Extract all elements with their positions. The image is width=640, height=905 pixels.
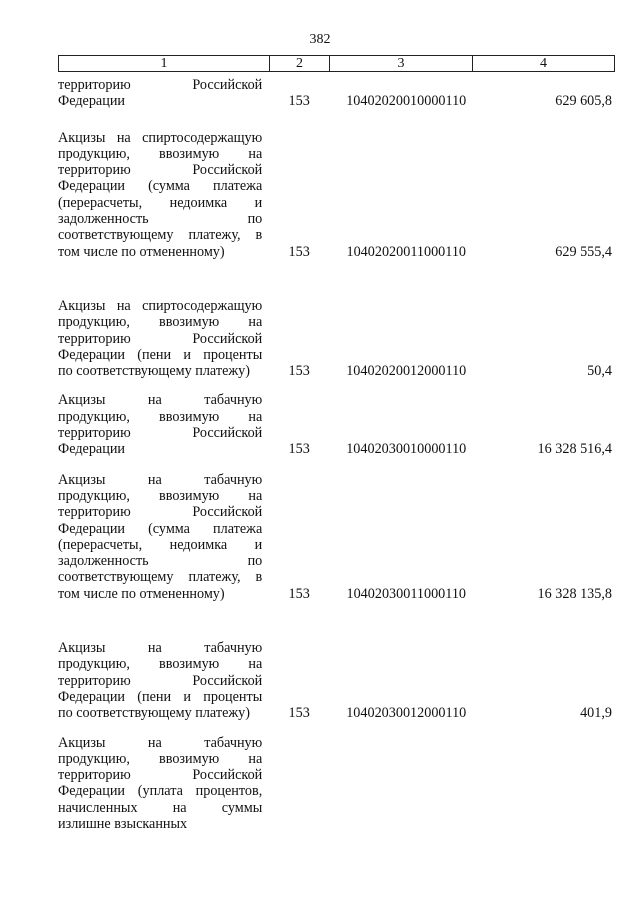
row-amount: 629 555,4 bbox=[555, 243, 612, 260]
description-word: территорию bbox=[58, 425, 131, 442]
description-word: платежу, bbox=[188, 227, 241, 244]
row-description bbox=[58, 130, 262, 260]
description-word: проценты bbox=[203, 346, 263, 363]
table-row bbox=[58, 298, 614, 379]
description-word: ввозимую bbox=[159, 408, 220, 425]
header-col-4: 4 bbox=[473, 56, 615, 72]
description-word: территорию bbox=[58, 330, 131, 347]
description-line bbox=[58, 767, 262, 783]
description-word: территорию bbox=[58, 504, 131, 521]
description-line bbox=[58, 472, 262, 488]
description-word: ввозимую bbox=[159, 487, 220, 504]
description-word: Акцизы bbox=[58, 640, 106, 657]
header-col-1: 1 bbox=[59, 56, 270, 72]
description-line bbox=[58, 347, 262, 363]
description-line bbox=[58, 783, 262, 799]
header-col-2: 2 bbox=[270, 56, 330, 72]
row-amount: 16 328 516,4 bbox=[537, 441, 612, 458]
row-admin-code: 153 bbox=[288, 705, 310, 722]
description-line bbox=[58, 211, 262, 227]
description-line bbox=[58, 521, 262, 537]
table-row bbox=[58, 640, 614, 721]
description-word: и bbox=[254, 194, 263, 211]
table-row bbox=[58, 130, 614, 260]
description-word: в bbox=[255, 227, 263, 244]
description-line bbox=[58, 314, 262, 330]
description-word: Российской bbox=[192, 767, 263, 784]
row-description bbox=[58, 735, 262, 833]
description-word: Российской bbox=[192, 425, 263, 442]
description-line bbox=[58, 569, 262, 585]
description-line bbox=[58, 504, 262, 520]
description-word: платежа bbox=[213, 178, 263, 195]
description-word: Акцизы bbox=[58, 297, 106, 314]
row-classification-code: 10402020012000110 bbox=[346, 363, 467, 380]
description-word: по bbox=[247, 211, 263, 228]
description-word: на bbox=[147, 734, 162, 751]
page-number: 382 bbox=[309, 32, 331, 47]
description-word: на bbox=[147, 471, 162, 488]
table-row bbox=[58, 392, 614, 457]
row-classification-code: 10402020011000110 bbox=[346, 243, 467, 260]
description-line bbox=[58, 298, 262, 314]
description-word: табачную bbox=[204, 392, 263, 409]
row-amount: 629 605,8 bbox=[555, 93, 612, 110]
description-word: (уплата bbox=[137, 783, 183, 800]
description-word: (пени bbox=[137, 688, 172, 705]
description-word: ввозимую bbox=[159, 750, 220, 767]
description-line bbox=[58, 553, 262, 569]
description-word: (пени bbox=[137, 346, 172, 363]
description-line bbox=[58, 488, 262, 504]
description-word: и bbox=[183, 346, 191, 363]
description-word: на bbox=[248, 487, 263, 504]
description-word: процентов, bbox=[195, 783, 263, 800]
description-line: Федерации bbox=[58, 441, 126, 458]
description-word: ввозимую bbox=[159, 314, 220, 331]
row-amount: 16 328 135,8 bbox=[537, 585, 612, 602]
description-word: по bbox=[247, 553, 263, 570]
description-word: Федерации bbox=[58, 783, 126, 800]
description-line bbox=[58, 409, 262, 425]
description-word: (перерасчеты, bbox=[58, 194, 143, 211]
description-word: территорию bbox=[58, 162, 131, 179]
description-line bbox=[58, 425, 262, 441]
description-line bbox=[58, 162, 262, 178]
table-body bbox=[58, 77, 614, 832]
description-word: недоимка bbox=[169, 536, 228, 553]
description-word: (перерасчеты, bbox=[58, 536, 143, 553]
description-word: платежа bbox=[213, 520, 263, 537]
description-word: суммы bbox=[221, 799, 263, 816]
description-line bbox=[58, 392, 262, 408]
description-line bbox=[58, 673, 262, 689]
row-admin-code: 153 bbox=[288, 363, 310, 380]
description-line bbox=[58, 77, 262, 93]
description-line bbox=[58, 178, 262, 194]
description-word: задолженность bbox=[58, 211, 149, 228]
description-word: соответствующему bbox=[58, 569, 174, 586]
description-line bbox=[58, 195, 262, 211]
description-word: территорию bbox=[58, 767, 131, 784]
description-word: на bbox=[248, 750, 263, 767]
description-word: Российской bbox=[192, 77, 263, 93]
description-word: и bbox=[254, 536, 263, 553]
description-word: на bbox=[116, 129, 131, 146]
description-line bbox=[58, 751, 262, 767]
description-line: том числе по отмененному) bbox=[58, 243, 225, 260]
description-line: по соответствующему платежу) bbox=[58, 705, 250, 722]
description-line bbox=[58, 130, 262, 146]
description-word: на bbox=[248, 656, 263, 673]
description-word: табачную bbox=[204, 471, 263, 488]
description-word: на bbox=[248, 314, 263, 331]
table-row bbox=[58, 77, 614, 110]
description-word: продукцию, bbox=[58, 145, 130, 162]
description-word: и bbox=[183, 688, 191, 705]
description-word: соответствующему bbox=[58, 227, 174, 244]
description-word: (сумма bbox=[148, 178, 190, 195]
row-classification-code: 10402030012000110 bbox=[346, 705, 467, 722]
row-description bbox=[58, 472, 262, 602]
description-word: на bbox=[116, 297, 131, 314]
description-word: территорию bbox=[58, 672, 131, 689]
row-admin-code: 153 bbox=[288, 585, 310, 602]
description-word: спиртосодержащую bbox=[142, 129, 263, 146]
description-word: проценты bbox=[203, 688, 263, 705]
description-line bbox=[58, 735, 262, 751]
description-word: Федерации bbox=[58, 520, 126, 537]
description-word: продукцию, bbox=[58, 408, 130, 425]
header-col-3: 3 bbox=[330, 56, 473, 72]
description-word: Российской bbox=[192, 504, 263, 521]
description-line bbox=[58, 146, 262, 162]
description-line bbox=[58, 537, 262, 553]
description-word: продукцию, bbox=[58, 750, 130, 767]
description-word: продукцию, bbox=[58, 487, 130, 504]
description-word: (сумма bbox=[148, 520, 190, 537]
description-word: Федерации bbox=[58, 688, 126, 705]
description-word: Федерации bbox=[58, 346, 126, 363]
row-description bbox=[58, 392, 262, 457]
description-word: Федерации bbox=[58, 178, 126, 195]
description-line bbox=[58, 640, 262, 656]
description-word: территорию bbox=[58, 77, 131, 93]
description-line bbox=[58, 656, 262, 672]
description-word: спиртосодержащую bbox=[142, 297, 263, 314]
description-line bbox=[58, 800, 262, 816]
description-line: том числе по отмененному) bbox=[58, 585, 225, 602]
description-line: по соответствующему платежу) bbox=[58, 363, 250, 380]
description-line bbox=[58, 689, 262, 705]
row-description bbox=[58, 298, 262, 379]
description-word: продукцию, bbox=[58, 314, 130, 331]
description-word: платежу, bbox=[188, 569, 241, 586]
row-classification-code: 10402020010000110 bbox=[346, 93, 467, 110]
description-word: Акцизы bbox=[58, 129, 106, 146]
description-word: задолженность bbox=[58, 553, 149, 570]
description-word: на bbox=[248, 145, 263, 162]
description-word: табачную bbox=[204, 640, 263, 657]
row-amount: 50,4 bbox=[587, 363, 612, 380]
description-word: недоимка bbox=[169, 194, 228, 211]
row-amount: 401,9 bbox=[580, 705, 612, 722]
row-description bbox=[58, 640, 262, 721]
description-line: излишне взысканных bbox=[58, 815, 188, 832]
description-word: начисленных bbox=[58, 799, 138, 816]
description-word: Акцизы bbox=[58, 392, 106, 409]
description-word: на bbox=[147, 640, 162, 657]
description-word: табачную bbox=[204, 734, 263, 751]
row-description bbox=[58, 77, 262, 110]
description-word: на bbox=[147, 392, 162, 409]
description-line bbox=[58, 227, 262, 243]
description-word: Российской bbox=[192, 330, 263, 347]
row-admin-code: 153 bbox=[288, 93, 310, 110]
description-word: на bbox=[172, 799, 187, 816]
description-line: Федерации bbox=[58, 93, 126, 110]
row-admin-code: 153 bbox=[288, 243, 310, 260]
row-classification-code: 10402030010000110 bbox=[346, 441, 467, 458]
description-word: Российской bbox=[192, 162, 263, 179]
description-word: Акцизы bbox=[58, 734, 106, 751]
table-row bbox=[58, 735, 614, 833]
description-word: продукцию, bbox=[58, 656, 130, 673]
table-header bbox=[58, 55, 615, 72]
row-classification-code: 10402030011000110 bbox=[346, 585, 467, 602]
description-word: в bbox=[255, 569, 263, 586]
row-admin-code: 153 bbox=[288, 441, 310, 458]
description-word: Акцизы bbox=[58, 471, 106, 488]
table-row bbox=[58, 472, 614, 602]
description-word: ввозимую bbox=[159, 656, 220, 673]
description-word: на bbox=[248, 408, 263, 425]
description-word: Российской bbox=[192, 672, 263, 689]
description-line bbox=[58, 331, 262, 347]
description-word: ввозимую bbox=[159, 145, 220, 162]
